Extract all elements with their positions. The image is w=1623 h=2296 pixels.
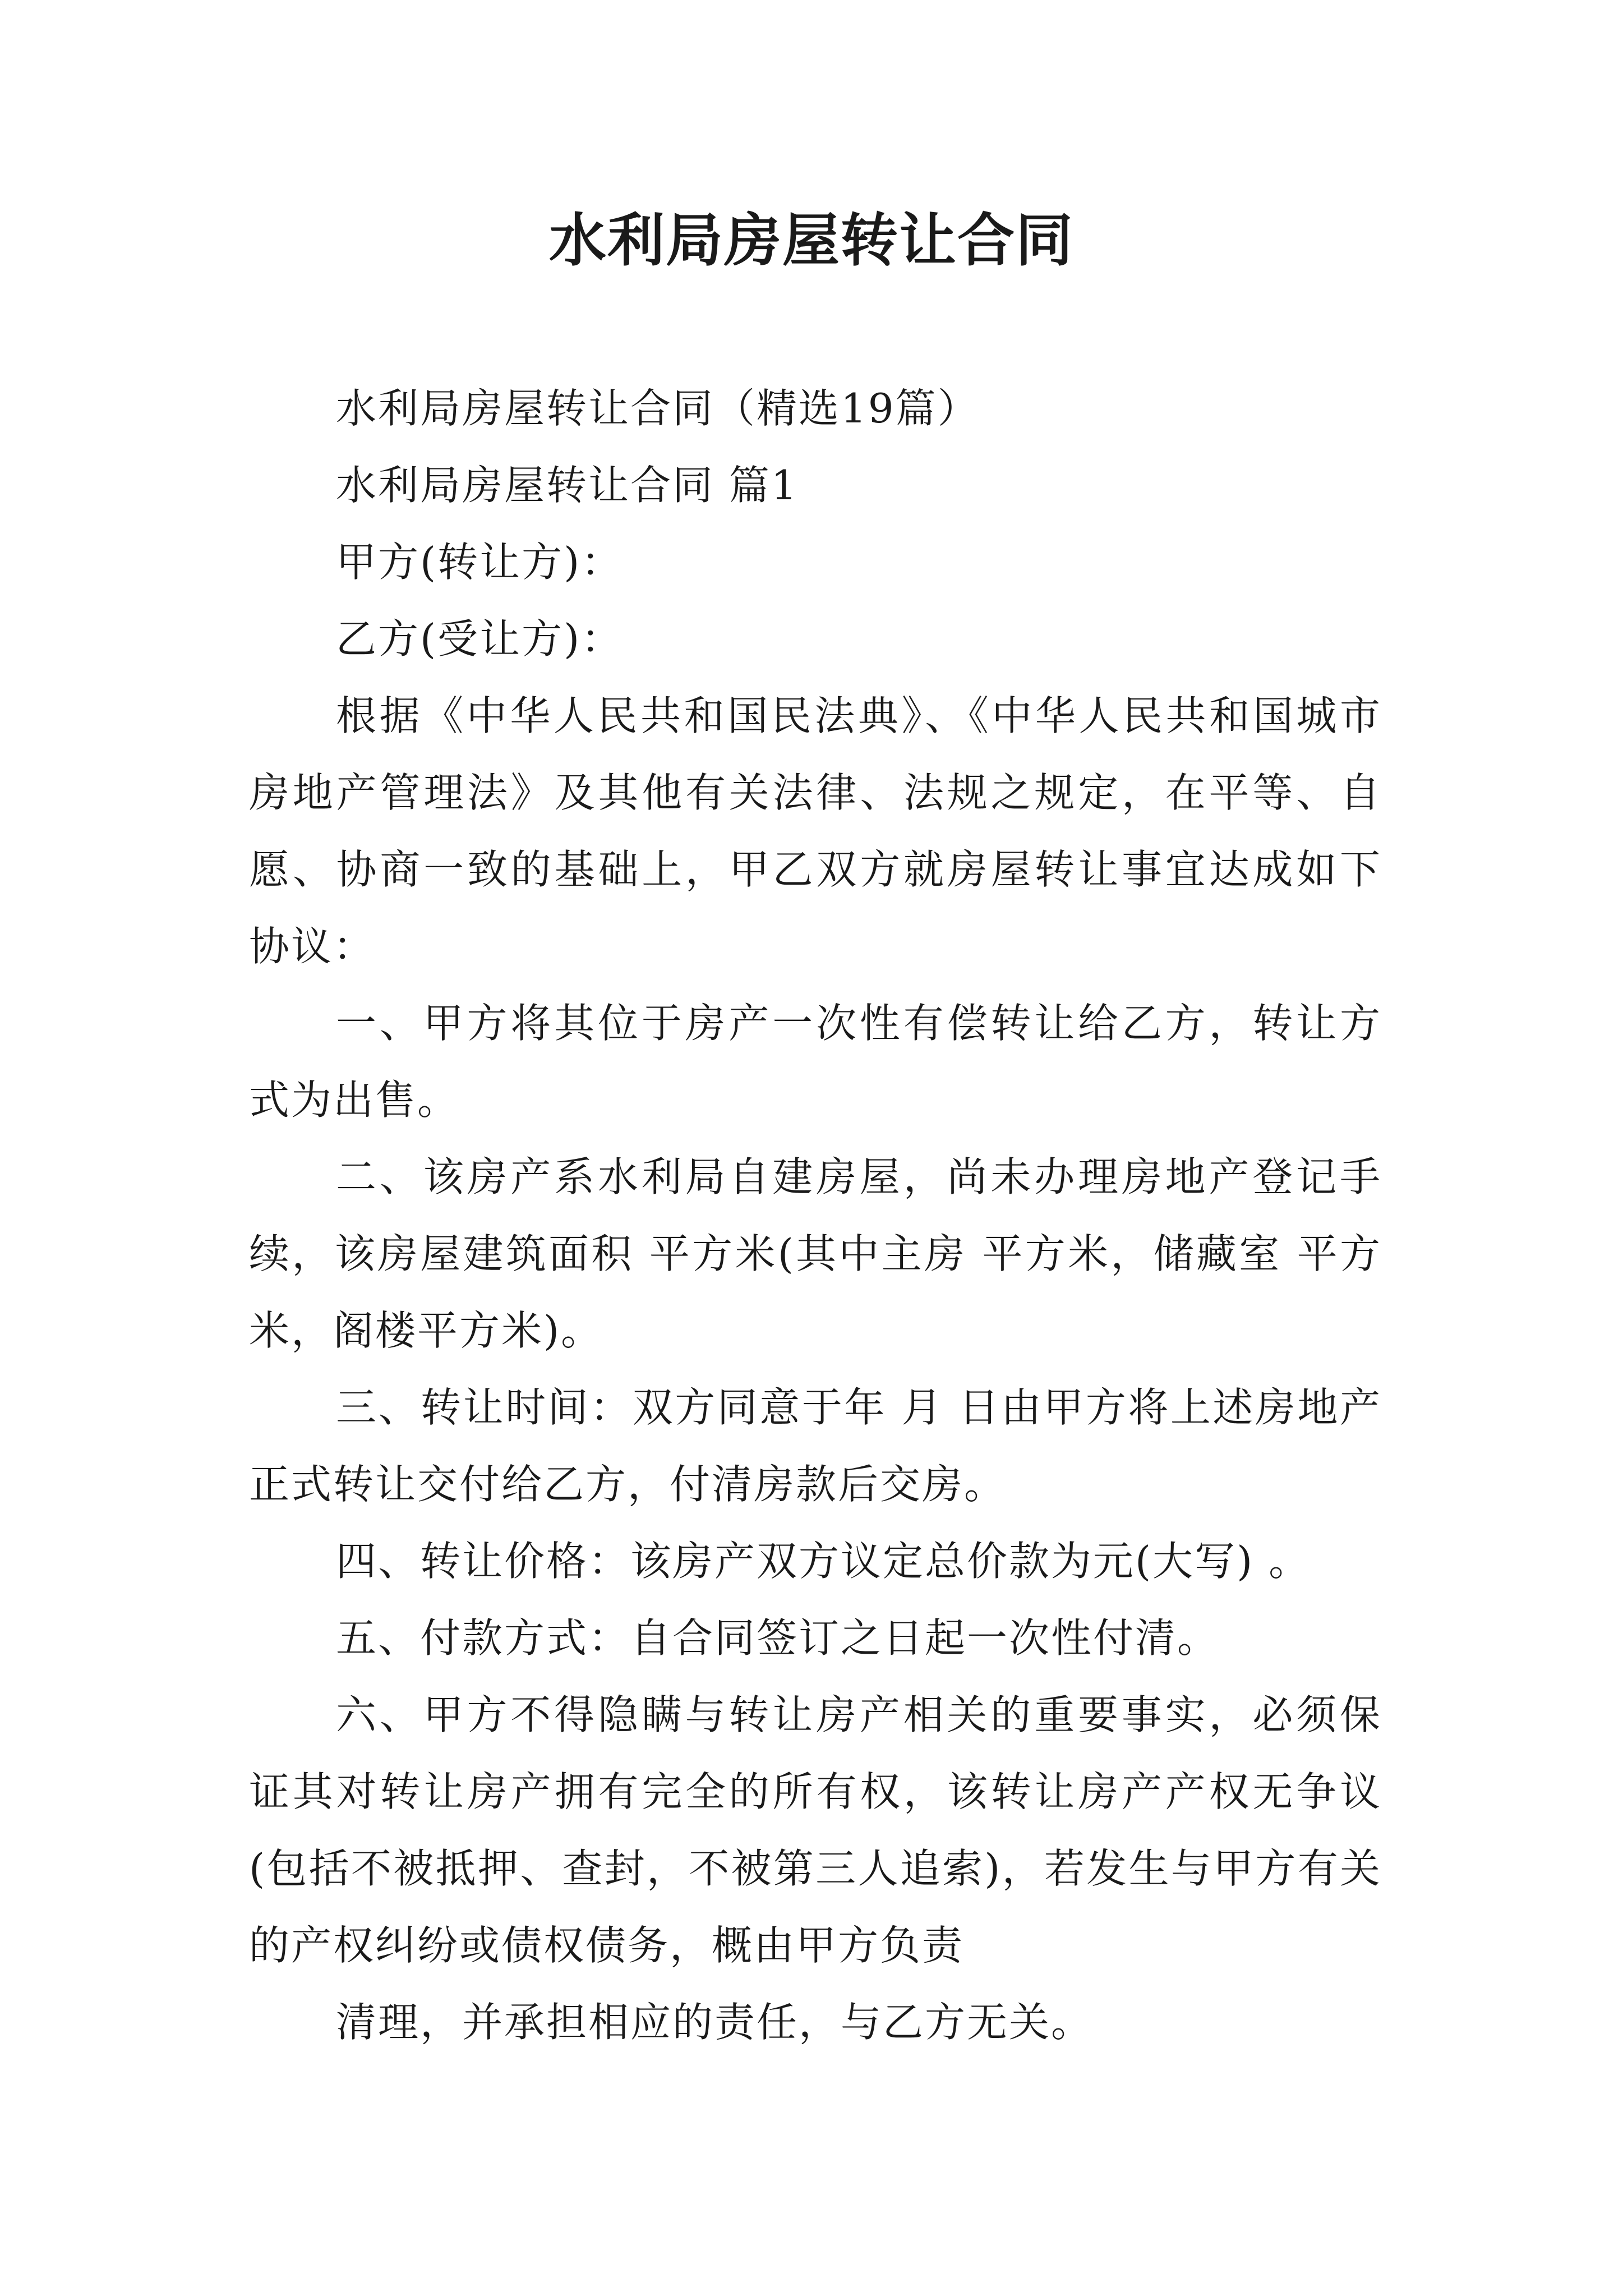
paragraph-preamble: 根据《中华人民共和国民法典》、《中华人民共和国城市房地产管理法》及其他有关法律、法规之规定，在平等、自愿、协商一致的基础上，甲乙双方就房屋转让事宜达成如下协议： <box>249 692 1382 970</box>
document-body <box>249 370 1382 2061</box>
paragraph-party-a: 甲方(转让方)： <box>336 539 624 586</box>
paragraph-clause-5: 五、付款方式：自合同签订之日起一次性付清。 <box>336 1614 1220 1662</box>
paragraph-clause-2: 二、该房产系水利局自建房屋，尚未办理房地产登记手续，该房屋建筑面积 平方米(其中主房 平方米，储藏室 平方米，阁楼平方米)。 <box>249 1153 1382 1354</box>
paragraph-clause-6: 六、甲方不得隐瞒与转让房产相关的重要事实，必须保证其对转让房产拥有完全的所有权，该转让房产产权无争议(包括不被抵押、查封，不被第三人追索)，若发生与甲方有关的产权纠纷或债权债务，概由甲方负责 <box>249 1691 1382 1969</box>
paragraph-party-b: 乙方(受让方)： <box>336 615 624 662</box>
paragraph-section-heading: 水利局房屋转让合同 篇1 <box>336 462 799 509</box>
paragraph-clause-4: 四、转让价格：该房产双方议定总价款为元(大写) 。 <box>336 1538 1311 1585</box>
paragraph-clause-6-continued: 清理，并承担相应的责任，与乙方无关。 <box>336 1999 1094 2046</box>
paragraph-clause-3: 三、转让时间：双方同意于年 月 日由甲方将上述房地产正式转让交付给乙方，付清房款后交房。 <box>249 1384 1382 1508</box>
paragraph-subtitle: 水利局房屋转让合同（精选19篇） <box>336 385 980 432</box>
document-title: 水利局房屋转让合同 <box>549 208 1074 274</box>
paragraph-clause-1: 一、甲方将其位于房产一次性有偿转让给乙方，转让方式为出售。 <box>249 1000 1382 1124</box>
